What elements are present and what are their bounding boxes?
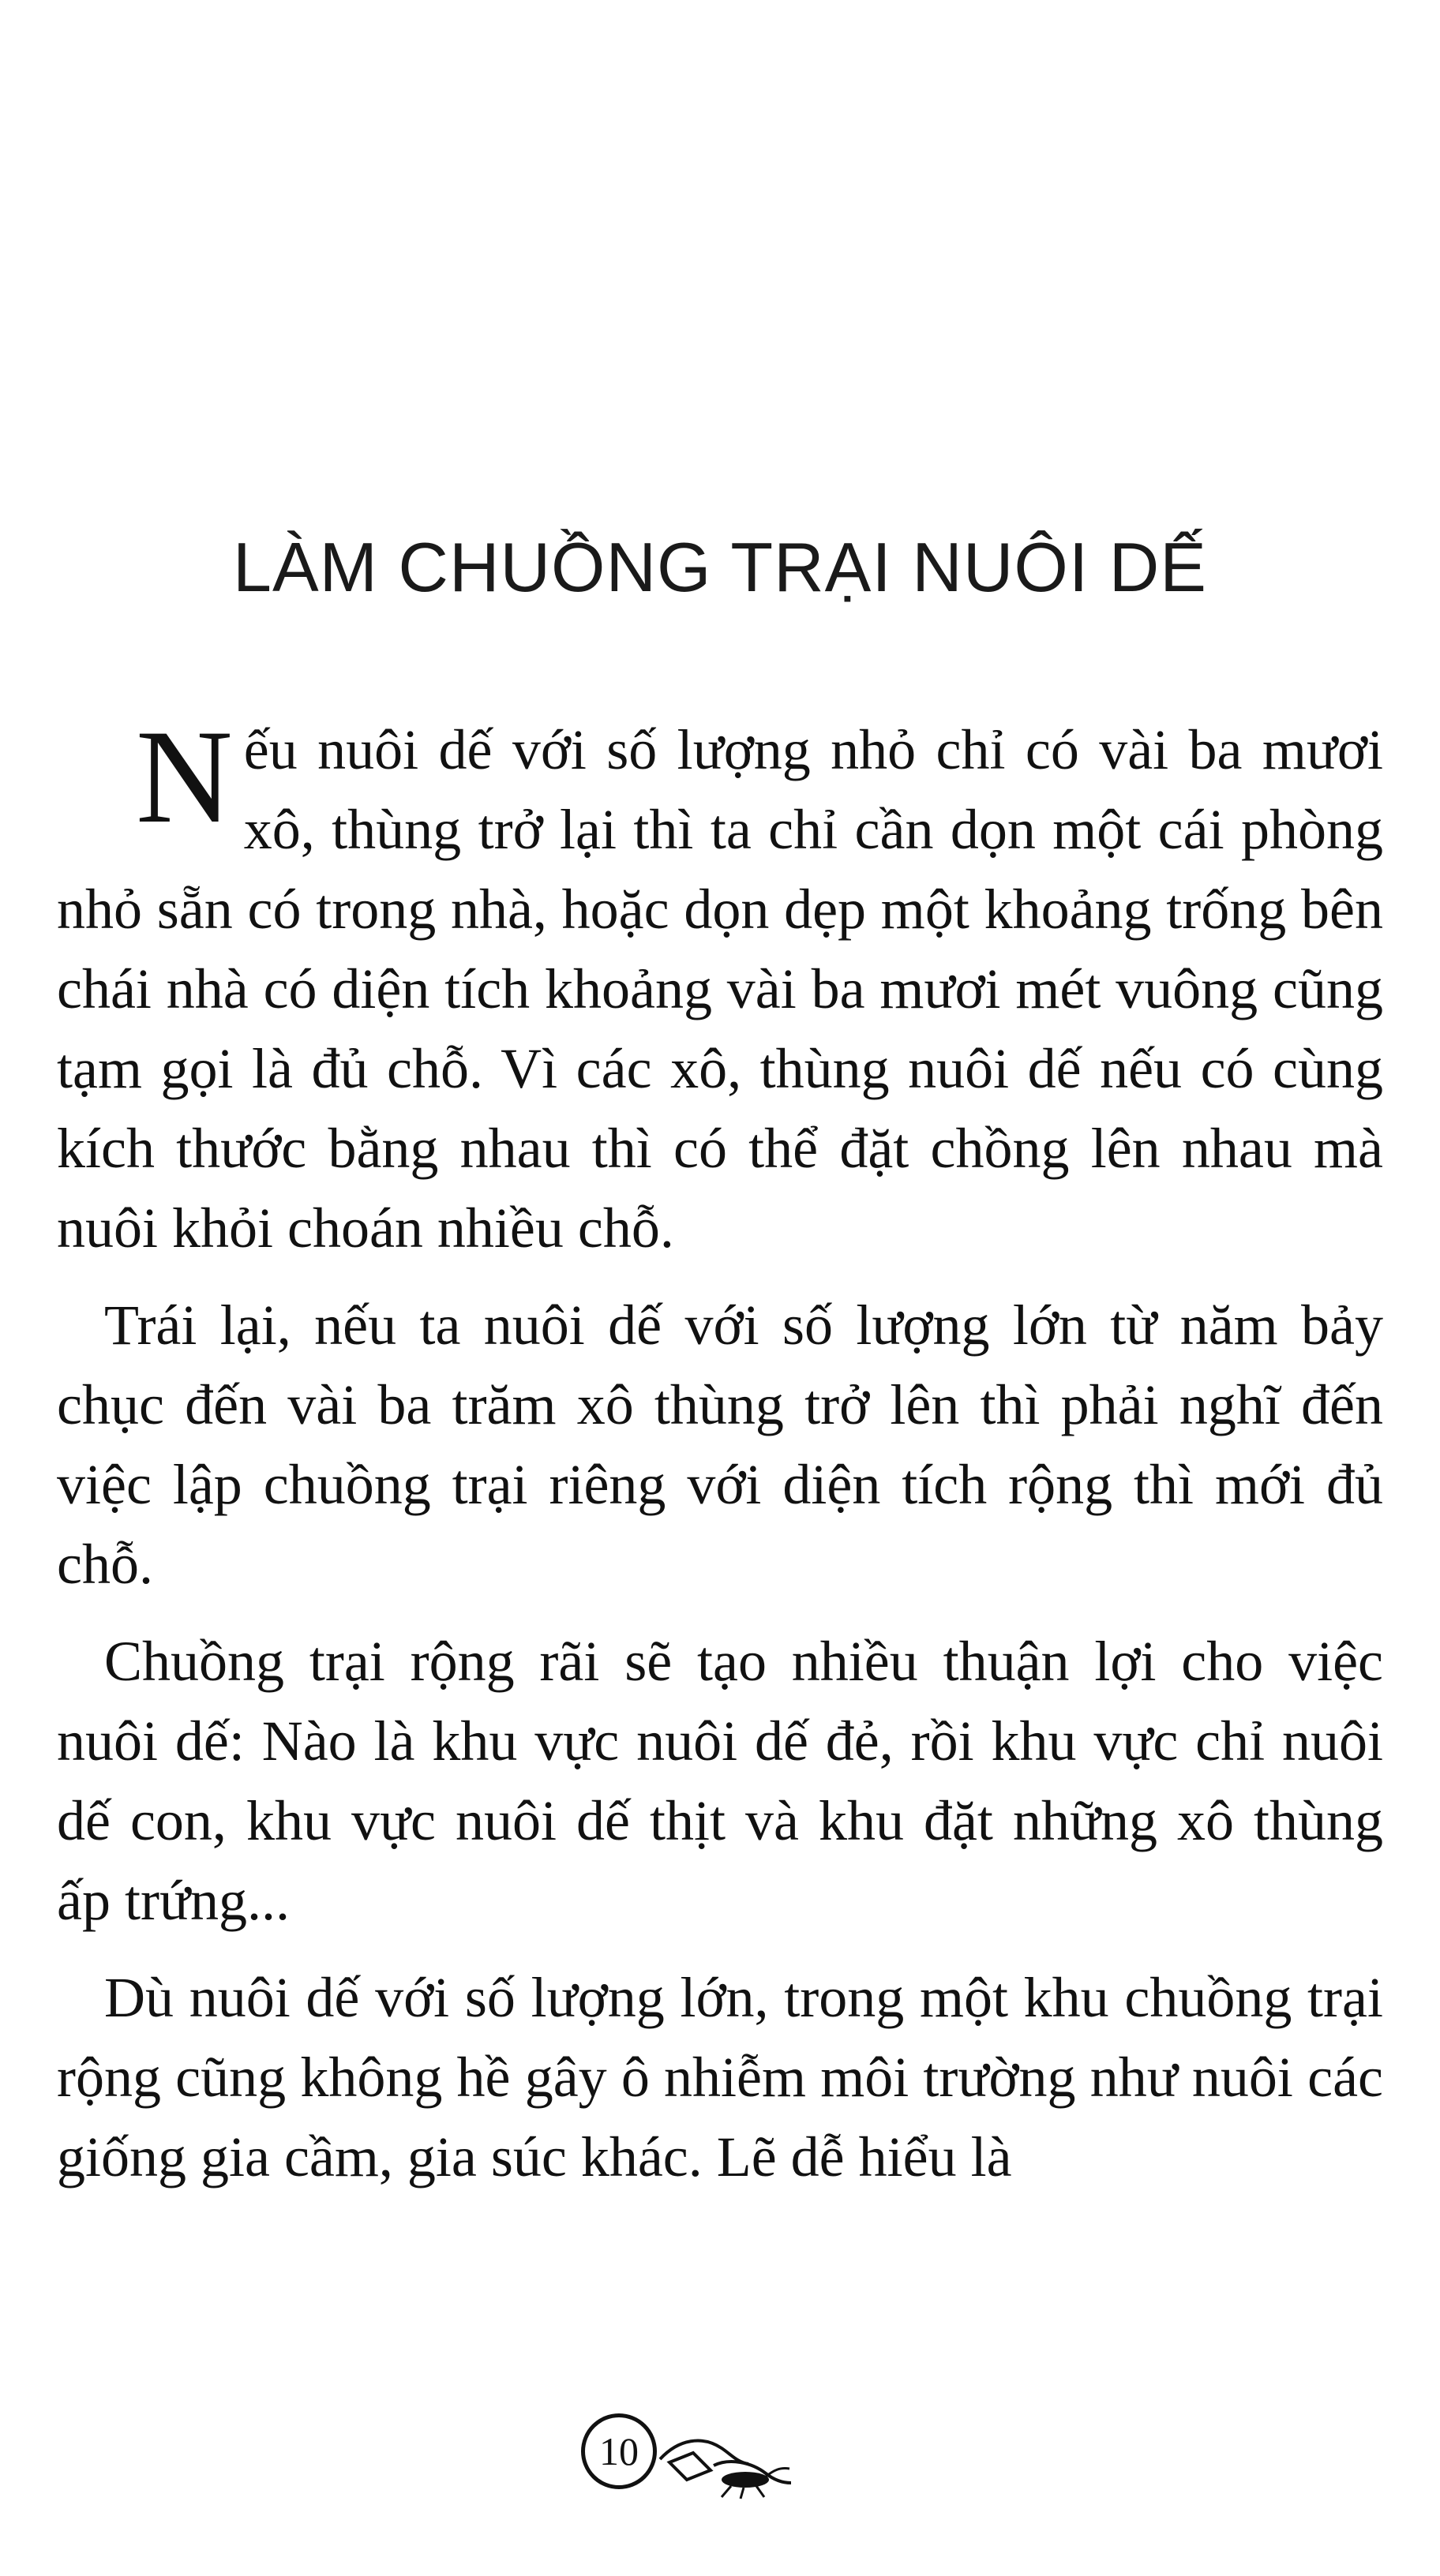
cricket-ornament-icon <box>655 2407 797 2502</box>
page-number: 10 <box>581 2413 657 2489</box>
paragraph-3: Chuồng trại rộng rãi sẽ tạo nhiều thuận lợi cho việc nuôi dế: Nào là khu vực nuôi dế đẻ, rồi khu vực chỉ nuôi dế con, khu vực nuôi dế thịt và khu đặt những xô thùng ấp trứng... <box>57 1630 1383 1932</box>
page-footer <box>0 2407 1440 2502</box>
paragraph-1-text: ếu nuôi dế với số lượng nhỏ chỉ có vài ba mươi xô, thùng trở lại thì ta chỉ cần dọn một cái phòng nhỏ sẵn có trong nhà, hoặc dọn dẹp một khoảng trống bên chái nhà có diện tích khoảng vài ba mươi mét vuông cũng tạm gọi là đủ chỗ. Vì các xô, thùng nuôi dế nếu có cùng kích thước bằng nhau thì có thể đặt chồng lên nhau mà nuôi khỏi choán nhiều chỗ. <box>57 718 1383 1260</box>
paragraph-2: Trái lại, nếu ta nuôi dế với số lượng lớn từ năm bảy chục đến vài ba trăm xô thùng trở lên thì phải nghĩ đến việc lập chuồng trại riêng với diện tích rộng thì mới đủ chỗ. <box>57 1294 1383 1596</box>
paragraph-4: Dù nuôi dế với số lượng lớn, trong một khu chuồng trại rộng cũng không hề gây ô nhiễm môi trường như nuôi các giống gia cầm, gia súc khác. Lẽ dễ hiểu là <box>57 1966 1383 2188</box>
drop-cap: N <box>136 702 233 851</box>
page-title: LÀM CHUỒNG TRẠI NUÔI DẾ <box>233 528 1207 606</box>
paragraph-1 <box>57 702 1383 1268</box>
body-text <box>57 702 1383 2215</box>
